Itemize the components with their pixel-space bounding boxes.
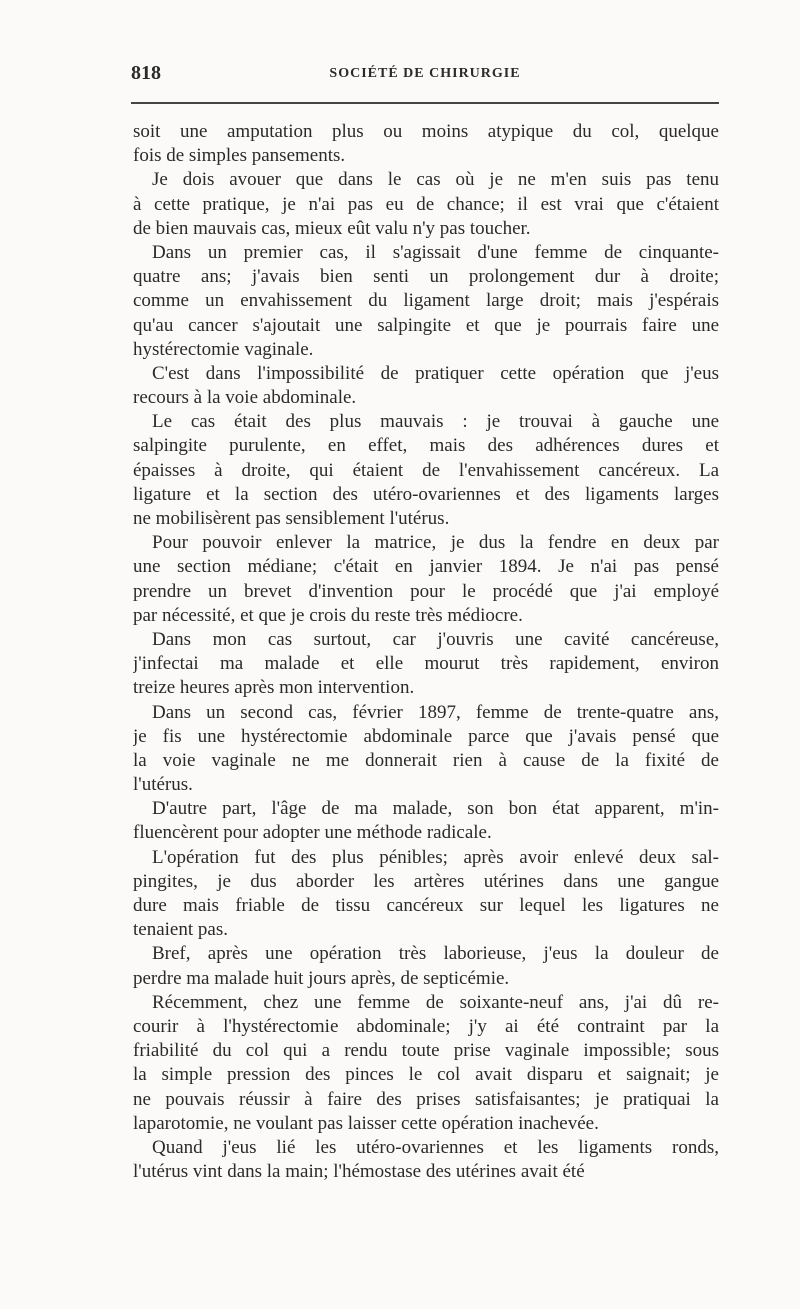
text-line: l'utérus vint dans la main; l'hémostase des utérines avait été [133, 1161, 585, 1183]
text-line: Quand j'eus lié les utéro-ovariennes et les ligaments ronds, [152, 1136, 719, 1158]
text-line: laparotomie, ne voulant pas laisser cette opération inachevée. [133, 1112, 599, 1134]
text-line: l'utérus. [133, 774, 193, 796]
text-line: D'autre part, l'âge de ma malade, son bon état apparent, m'in- [152, 798, 719, 820]
paragraph [133, 168, 719, 241]
paragraph [133, 991, 719, 1136]
text-line: Dans mon cas surtout, car j'ouvris une cavité cancéreuse, [152, 628, 719, 650]
paragraph [133, 410, 719, 531]
text-line: perdre ma malade huit jours après, de septicémie. [133, 967, 510, 989]
text-line: courir à l'hystérectomie abdominale; j'y ai été contraint par la [133, 1015, 719, 1037]
text-line: L'opération fut des plus pénibles; après avoir enlevé deux sal- [152, 846, 719, 868]
text-line: pingites, je dus aborder les artères utérines dans une gangue [133, 870, 719, 892]
text-line: salpingite purulente, en effet, mais des adhérences dures et [133, 435, 719, 457]
paragraph [133, 1136, 719, 1184]
text-line: Je dois avouer que dans le cas où je ne m'en suis pas tenu [152, 169, 719, 191]
body-text [133, 120, 719, 1184]
text-line: Bref, après une opération très laborieuse, j'eus la douleur de [152, 943, 719, 965]
paragraph [133, 797, 719, 845]
text-line: une section médiane; c'était en janvier 1894. Je n'ai pas pensé [133, 556, 719, 578]
page-header [131, 62, 719, 90]
paragraph [133, 241, 719, 362]
text-line: la simple pression des pinces le col avait disparu et saignait; je [133, 1064, 719, 1086]
text-line: fois de simples pansements. [133, 145, 346, 167]
text-line: comme un envahissement du ligament large droit; mais j'espérais [133, 290, 719, 312]
text-line: hystérectomie vaginale. [133, 338, 314, 360]
text-line: par nécessité, et que je crois du reste très médiocre. [133, 604, 523, 626]
text-line: recours à la voie abdominale. [133, 387, 357, 409]
paragraph [133, 701, 719, 798]
paragraph [133, 628, 719, 701]
text-line: ne pouvais réussir à faire des prises satisfaisantes; je pratiquai la [133, 1088, 719, 1110]
text-line: Pour pouvoir enlever la matrice, je dus la fendre en deux par [152, 532, 719, 554]
text-line: à cette pratique, je n'ai pas eu de chance; il est vrai que c'étaient [133, 193, 719, 215]
text-line: ne mobilisèrent pas sensiblement l'utérus. [133, 508, 450, 529]
text-line: de bien mauvais cas, mieux eût valu n'y pas toucher. [133, 217, 531, 239]
text-line: Dans un premier cas, il s'agissait d'une femme de cinquante- [152, 241, 719, 263]
text-line: ligature et la section des utéro-ovariennes et des ligaments larges [133, 483, 719, 505]
paragraph [133, 362, 719, 410]
paragraph [133, 942, 719, 990]
text-line: friabilité du col qui a rendu toute prise vaginale impossible; sous [133, 1040, 719, 1062]
text-line: soit une amputation plus ou moins atypique du col, quelque [133, 121, 719, 142]
text-line: j'infectai ma malade et elle mourut très rapidement, environ [133, 653, 719, 675]
text-line: fluencèrent pour adopter une méthode radicale. [133, 822, 492, 844]
text-line: je fis une hystérectomie abdominale parce que j'avais pensé que [133, 725, 719, 747]
text-line: Dans un second cas, février 1897, femme de trente-quatre ans, [152, 701, 719, 723]
text-line: Le cas était des plus mauvais : je trouvai à gauche une [152, 411, 719, 433]
text-line: qu'au cancer s'ajoutait une salpingite et que je pourrais faire une [133, 314, 719, 336]
paragraph [133, 846, 719, 943]
text-line: épaisses à droite, qui étaient de l'envahissement cancéreux. La [133, 459, 719, 481]
running-title: SOCIÉTÉ DE CHIRURGIE [329, 66, 521, 81]
text-line: la voie vaginale ne me donnerait rien à cause de la fixité de [133, 749, 719, 771]
paragraph [133, 531, 719, 628]
text-line: C'est dans l'impossibilité de pratiquer cette opération que j'eus [152, 362, 719, 384]
text-line: dure mais friable de tissu cancéreux sur lequel les ligatures ne [133, 895, 719, 916]
header-rule [131, 102, 719, 104]
text-line: prendre un brevet d'invention pour le procédé que j'ai employé [133, 580, 719, 602]
paragraph [133, 120, 719, 168]
text-line: quatre ans; j'avais bien senti un prolongement dur à droite; [133, 266, 719, 288]
text-line: Récemment, chez une femme de soixante-neuf ans, j'ai dû re- [152, 991, 719, 1013]
page-number: 818 [131, 62, 161, 84]
text-line: treize heures après mon intervention. [133, 677, 415, 699]
text-line: tenaient pas. [133, 919, 228, 941]
